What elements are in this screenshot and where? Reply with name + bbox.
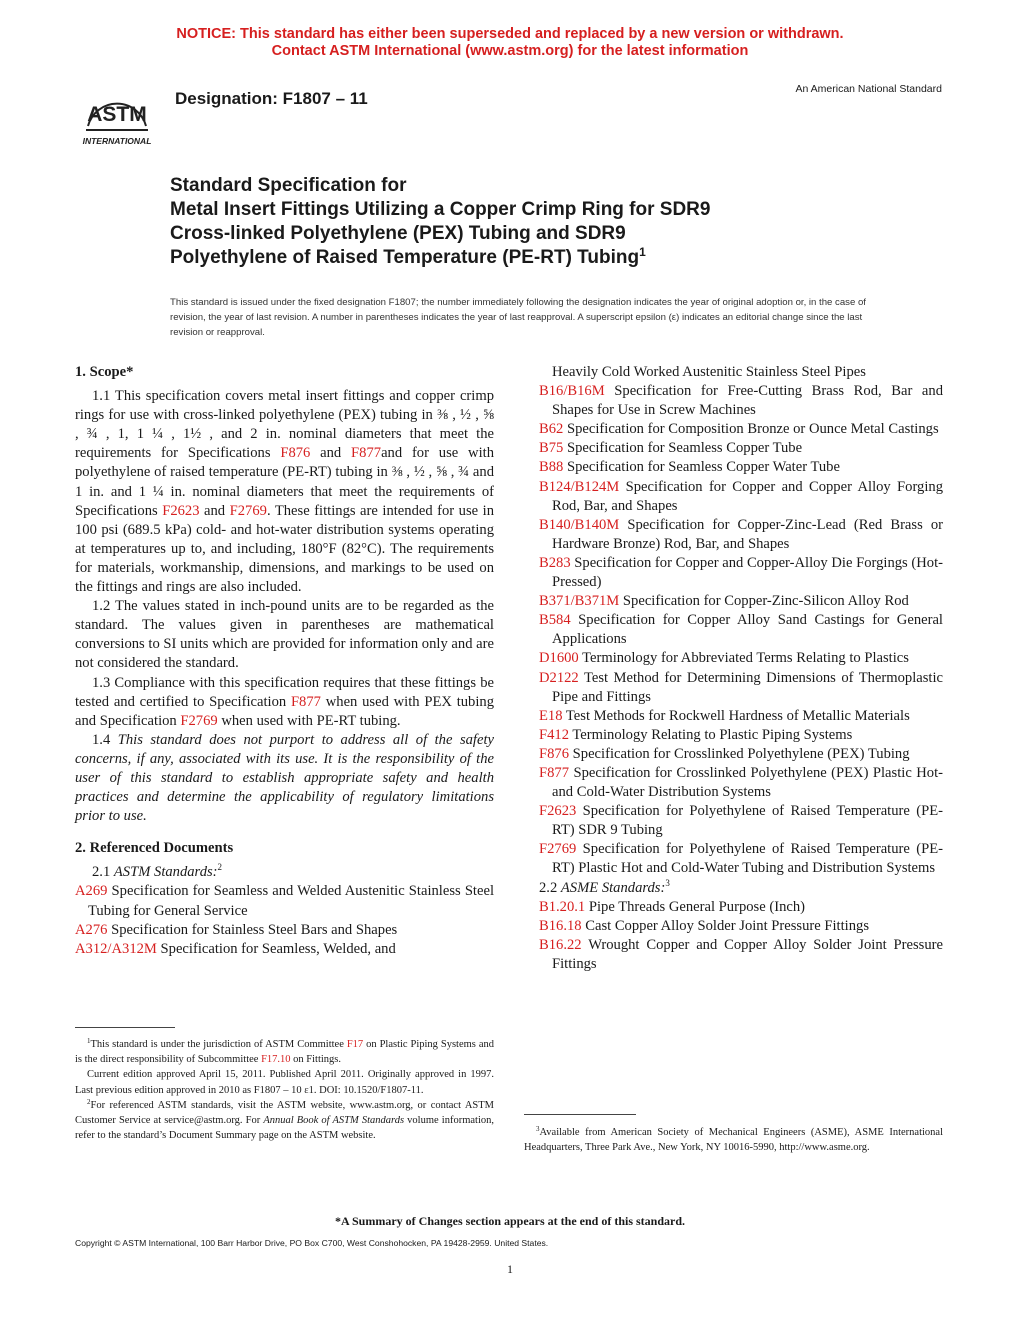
link-F2769[interactable]: F2769 — [229, 502, 267, 519]
reference-title: Specification for Copper and Copper-Alloy Die Forgings (Hot-Pressed) — [552, 554, 943, 591]
reference-item — [539, 420, 943, 439]
scope-paragraph-1-1: 1.1 This specification covers metal insert fittings and copper crimp rings for use with cross-linked polyethylene (PEX) tubing in ⅜ , ½ , ⅝ , ¾ , 1, 1 ¼ , 1½ , and 2 in. nominal diameters that meet the requirements for Specifications F876 and F877and for use with polyethylene of raised temperature (PE-RT) tubing in ⅜ , ½ , ⅝ , ¾ and 1 in. and 1 ¼ in. nominal diameters that meet the requirements of Specifications F2623 and F2769. These fittings are intended for use in 100 psi (689.5 kPa) cold- and hot-water distribution systems operating at temperatures up to, and including, 180°F (82°C). The requirements for materials, workmanship, dimensions, and markings to be used on the fittings and rings are also included. — [75, 388, 495, 596]
reference-link[interactable]: B124/B124M — [539, 478, 620, 495]
scope-heading: 1. Scope* — [75, 364, 134, 380]
logo-text: ASTM — [87, 103, 147, 126]
reference-item — [75, 940, 494, 959]
reference-title: Specification for Free-Cutting Brass Rod, Bar and Shapes for Use in Screw Machines — [552, 383, 943, 419]
reference-item — [539, 726, 943, 745]
reference-link[interactable]: F876 — [539, 745, 570, 762]
reference-title: Specification for Composition Bronze or Ounce Metal Castings — [563, 421, 939, 438]
reference-item — [539, 592, 943, 611]
left-column — [75, 363, 494, 959]
reference-item — [539, 478, 943, 516]
reference-title: Pipe Threads General Purpose (Inch) — [585, 898, 806, 915]
footnote-2: $^2$For referenced ASTM standards, visit the ASTM website, www.astm.org, or contact ASTM Customer Service at service@astm.org. For Annual Book of ASTM Standards volume information, refer to the standard’s Document Summary page on the ASTM website. — [75, 1097, 494, 1142]
reference-link[interactable]: B584 — [539, 612, 571, 629]
footnote-3: $^3$Available from American Society of Mechanical Engineers (ASME), ASME International Headquarters, Three Park Ave., New York, NY 10016-5990, http://www.asme.org. — [524, 1125, 943, 1154]
reference-item — [539, 554, 943, 592]
reference-link[interactable]: B88 — [539, 459, 564, 476]
title-line-1: Standard Specification for — [170, 175, 407, 196]
reference-item — [539, 898, 943, 917]
reference-link[interactable]: B16.22 — [539, 936, 582, 953]
reference-link[interactable]: B75 — [539, 440, 564, 457]
reference-title: Specification for Seamless Copper Water Tube — [563, 459, 840, 476]
reference-item — [539, 764, 943, 802]
reference-link[interactable]: B140/B140M — [539, 516, 620, 533]
logo-subtext: INTERNATIONAL — [82, 136, 152, 146]
reference-item — [539, 936, 943, 974]
reference-title: Cast Copper Alloy Solder Joint Pressure Fittings — [581, 917, 869, 934]
scope-paragraph-1-2: 1.2 The values stated in inch-pound units are to be regarded as the standard. The values given in parentheses are mathematical conversions to SI units which are provided for information only and are not considered the standard. — [75, 598, 494, 672]
reference-item — [539, 802, 943, 840]
reference-item — [539, 649, 943, 668]
asme-standards-label: 2.2 ASME Standards:$^3$ — [539, 877, 670, 896]
reference-link[interactable]: B16.18 — [539, 917, 582, 934]
reference-link[interactable]: A312/A312M — [75, 940, 157, 957]
summary-of-changes-note: *A Summary of Changes section appears at the end of this standard. — [334, 1214, 686, 1228]
reference-link[interactable]: F2769 — [539, 841, 577, 858]
reference-title: Specification for Stainless Steel Bars and Shapes — [107, 921, 398, 938]
reference-title: Specification for Polyethylene of Raised Temperature (PE-RT) Plastic Hot and Cold-Water Tubing and Distribution Systems — [552, 841, 943, 877]
link-F2769[interactable]: F2769 — [180, 712, 218, 729]
reference-title: Wrought Copper and Copper Alloy Solder Joint Pressure Fittings — [552, 936, 943, 972]
reference-title: Specification for Crosslinked Polyethylene (PEX) Tubing — [569, 745, 910, 762]
astm-standards-label: 2.1 ASTM Standards:$^2$ — [92, 862, 223, 881]
reference-item — [75, 921, 494, 940]
link-F17-10[interactable]: F17.10 — [261, 1054, 291, 1066]
reference-title: Specification for Seamless and Welded Austenitic Stainless Steel Tubing for General Service — [88, 883, 494, 919]
link-F876[interactable]: F876 — [280, 445, 311, 462]
right-column — [539, 363, 943, 974]
american-national-standard: An American National Standard — [795, 83, 942, 95]
reference-link[interactable]: F877 — [539, 764, 570, 781]
reference-link[interactable]: F2623 — [539, 803, 577, 820]
reference-title: Terminology Relating to Plastic Piping Systems — [569, 726, 853, 743]
astm-reference-list-continued — [539, 382, 943, 878]
link-F2623[interactable]: F2623 — [162, 502, 200, 519]
footnote-rule-right — [524, 1114, 636, 1115]
reference-title: Specification for Seamless, Welded, and — [156, 940, 396, 957]
reference-item — [539, 382, 943, 420]
reference-item — [539, 745, 943, 764]
title-line-3: Cross-linked Polyethylene (PEX) Tubing and SDR9 — [170, 223, 626, 244]
reference-link[interactable]: B1.20.1 — [539, 898, 586, 915]
reference-title: Specification for Copper and Copper Alloy Forging Rod, Bar, and Shapes — [552, 478, 943, 514]
reference-item — [539, 840, 943, 878]
reference-continuation: Heavily Cold Worked Austenitic Stainless Steel Pipes — [552, 364, 866, 380]
reference-item — [539, 439, 943, 458]
reference-item — [539, 917, 943, 936]
astm-logo-icon — [74, 76, 160, 148]
reference-item — [539, 611, 943, 649]
scope-paragraph-1-4: 1.4 This standard does not purport to address all of the safety concerns, if any, associated with its use. It is the responsibility of the user of this standard to establish appropriate safety and health practices and determine the applicability of regulatory limitations prior to use. — [75, 731, 494, 825]
title-line-4: Polyethylene of Raised Temperature (PE-RT) Tubing$^1$ — [170, 245, 646, 268]
notice-line-2: Contact ASTM International (www.astm.org) for the latest information — [271, 43, 749, 59]
footnote-1: $^1$This standard is under the jurisdiction of ASTM Committee F17 on Plastic Piping Systems and is the direct responsibility of Subcommittee F17.10 on Fittings. — [75, 1037, 494, 1066]
reference-item — [539, 669, 943, 707]
reference-link[interactable]: A269 — [75, 883, 108, 900]
copyright: Copyright © ASTM International, 100 Barr Harbor Drive, PO Box C700, West Conshohocken, PA 19428-2959. United States. — [75, 1238, 549, 1248]
notice-banner — [0, 26, 1020, 60]
reference-title: Test Method for Determining Dimensions of Thermoplastic Pipe and Fittings — [552, 669, 943, 705]
footnote-1-edition: Current edition approved April 15, 2011. Published April 2011. Originally approved in 1997. Last previous edition approved in 2010 as F1807 – 10 ε1. DOI: 10.1520/F1807-11. — [75, 1069, 494, 1096]
reference-link[interactable]: B16/B16M — [539, 383, 605, 400]
reference-title: Specification for Copper Alloy Sand Castings for General Applications — [552, 612, 943, 648]
reference-item — [75, 882, 494, 920]
reference-link[interactable]: F412 — [539, 726, 570, 743]
issued-note: This standard is issued under the fixed designation F1807; the number immediately following the designation indicates the year of original adoption or, in the case of revision, the year of last revision. A number in parentheses indicates the year of last reapproval. A superscript epsilon (ε) indicates an editorial change since the last revision or reapproval. — [170, 297, 866, 338]
reference-title: Specification for Crosslinked Polyethylene (PEX) Plastic Hot- and Cold-Water Distribution Systems — [552, 764, 943, 801]
footnote-rule-left — [75, 1027, 175, 1028]
reference-item — [539, 707, 943, 726]
refdocs-heading: 2. Referenced Documents — [75, 840, 234, 857]
footnotes-right — [524, 1125, 943, 1155]
reference-item — [539, 458, 943, 477]
document-title — [170, 174, 710, 270]
reference-link[interactable]: A276 — [75, 921, 108, 938]
reference-link[interactable]: B62 — [539, 421, 564, 438]
reference-title: Specification for Seamless Copper Tube — [563, 440, 803, 457]
reference-title: Terminology for Abbreviated Terms Relating to Plastics — [578, 650, 909, 667]
reference-title: Specification for Polyethylene of Raised Temperature (PE-RT) SDR 9 Tubing — [552, 803, 943, 839]
reference-title: Specification for Copper-Zinc-Silicon Alloy Rod — [619, 593, 909, 610]
reference-title: Test Methods for Rockwell Hardness of Metallic Materials — [562, 707, 910, 724]
title-footnote-mark: 1 — [639, 245, 646, 259]
designation: Designation: F1807 – 11 — [175, 89, 368, 108]
astm-reference-list — [75, 882, 494, 958]
page-number: 1 — [507, 1262, 513, 1276]
scope-paragraph-1-3: 1.3 Compliance with this specification requires that these fittings be tested and certified to Specification F877 when used with PEX tubing and Specification F2769 when used with PE-RT tubing. — [75, 674, 494, 729]
link-F877[interactable]: F877 — [351, 445, 382, 462]
footnotes-left — [75, 1037, 494, 1143]
reference-link[interactable]: E18 — [539, 707, 563, 724]
reference-link[interactable]: B283 — [539, 554, 571, 571]
title-line-2: Metal Insert Fittings Utilizing a Copper Crimp Ring for SDR9 — [170, 199, 711, 220]
notice-line-1: NOTICE: This standard has either been superseded and replaced by a new version or withdrawn. — [176, 26, 844, 42]
reference-title: Specification for Copper-Zinc-Lead (Red Brass or Hardware Bronze) Rod, Bar, and Shapes — [552, 516, 943, 552]
reference-link[interactable]: D1600 — [539, 650, 579, 667]
link-F877[interactable]: F877 — [290, 693, 321, 710]
reference-item — [539, 516, 943, 554]
asme-reference-list — [539, 898, 943, 974]
reference-link[interactable]: B371/B371M — [539, 593, 620, 610]
link-F17[interactable]: F17 — [346, 1039, 364, 1050]
reference-link[interactable]: D2122 — [539, 669, 579, 686]
